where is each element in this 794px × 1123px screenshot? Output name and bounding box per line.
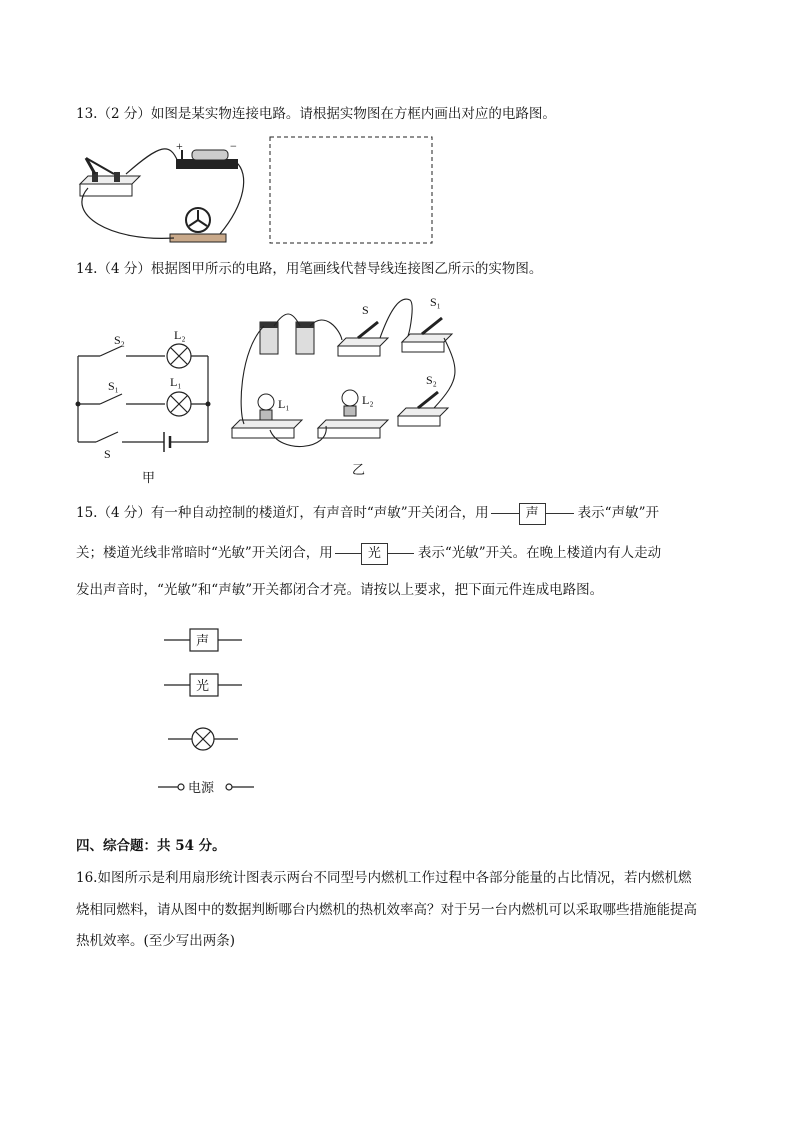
q14-physical-diagram xyxy=(230,290,470,480)
fig-b-s2-label: S₂ xyxy=(426,373,437,387)
fig-b-l1-label: L₁ xyxy=(278,397,290,411)
knife-switch-icon xyxy=(80,158,140,196)
q15-line3: 发出声音时，“光敏”和“声敏”开关都闭合才亮。请按以上要求，把下面元件连成电路图。 xyxy=(76,582,604,598)
fig-a-l1-label: L₁ xyxy=(170,375,182,389)
battery-icon xyxy=(176,139,238,169)
fig-a-caption: 甲 xyxy=(142,470,156,485)
q13-text: 13.（2 分）如图是某实物连接电路。请根据实物图在方框内画出对应的电路图。 xyxy=(76,106,556,122)
q15-line2 xyxy=(76,543,661,565)
q13-figure xyxy=(70,134,450,249)
q15-line1 xyxy=(76,503,659,525)
lamp-l2-icon xyxy=(318,390,388,438)
section4-title: 四、综合题：共 54 分。 xyxy=(76,838,226,854)
component-power: 电源 xyxy=(188,780,215,795)
q15-line2-end: 表示“光敏”开关。在晚上楼道内有人走动 xyxy=(417,545,662,561)
q14-circuit-diagram xyxy=(70,322,220,488)
fig-b-l2-label: L₂ xyxy=(362,393,374,407)
q14-text: 14.（4 分）根据图甲所示的电路，用笔画线代替导线连接图乙所示的实物图。 xyxy=(76,261,543,277)
fig-a-s-label: S xyxy=(104,447,111,461)
fig-b-s1-label: S₁ xyxy=(430,295,441,309)
fig-b-caption: 乙 xyxy=(352,462,366,477)
answer-box xyxy=(270,137,432,243)
sound-switch-symbol: 声 xyxy=(519,503,546,525)
q15-components xyxy=(150,622,270,802)
battery-plus-label: + xyxy=(176,139,183,153)
switch-s-icon xyxy=(338,322,388,356)
q16-line2: 烧相同燃料，请从图中的数据判断哪台内燃机的热机效率高？对于另一台内燃机可以采取哪些措施能提高 xyxy=(76,902,697,918)
fig-b-s-label: S xyxy=(362,303,369,317)
fig-a-s1-label: S₁ xyxy=(108,379,119,393)
component-sound: 声 xyxy=(196,633,210,648)
motor-icon xyxy=(170,208,226,242)
q16-line3: 热机效率。(至少写出两条) xyxy=(76,933,236,949)
switch-s2-icon xyxy=(398,392,448,426)
q16-line1: 16.如图所示是利用扇形统计图表示两台不同型号内燃机工作过程中各部分能量的占比情况，若内燃机燃 xyxy=(76,870,692,886)
fig-a-l2-label: L₂ xyxy=(174,328,186,342)
component-light: 光 xyxy=(196,678,210,693)
battery-minus-label: − xyxy=(230,139,237,153)
switch-s1-icon xyxy=(402,318,452,352)
battery-cells-icon xyxy=(260,322,314,354)
q15-line2-start: 关；楼道光线非常暗时“光敏”开关闭合，用 xyxy=(76,545,333,561)
light-switch-symbol: 光 xyxy=(361,543,388,565)
q15-line1-start: 15.（4 分）有一种自动控制的楼道灯，有声音时“声敏”开关闭合，用 xyxy=(76,505,489,521)
fig-a-s2-label: S₂ xyxy=(114,333,125,347)
q15-line1-end: 表示“声敏”开 xyxy=(577,505,659,521)
